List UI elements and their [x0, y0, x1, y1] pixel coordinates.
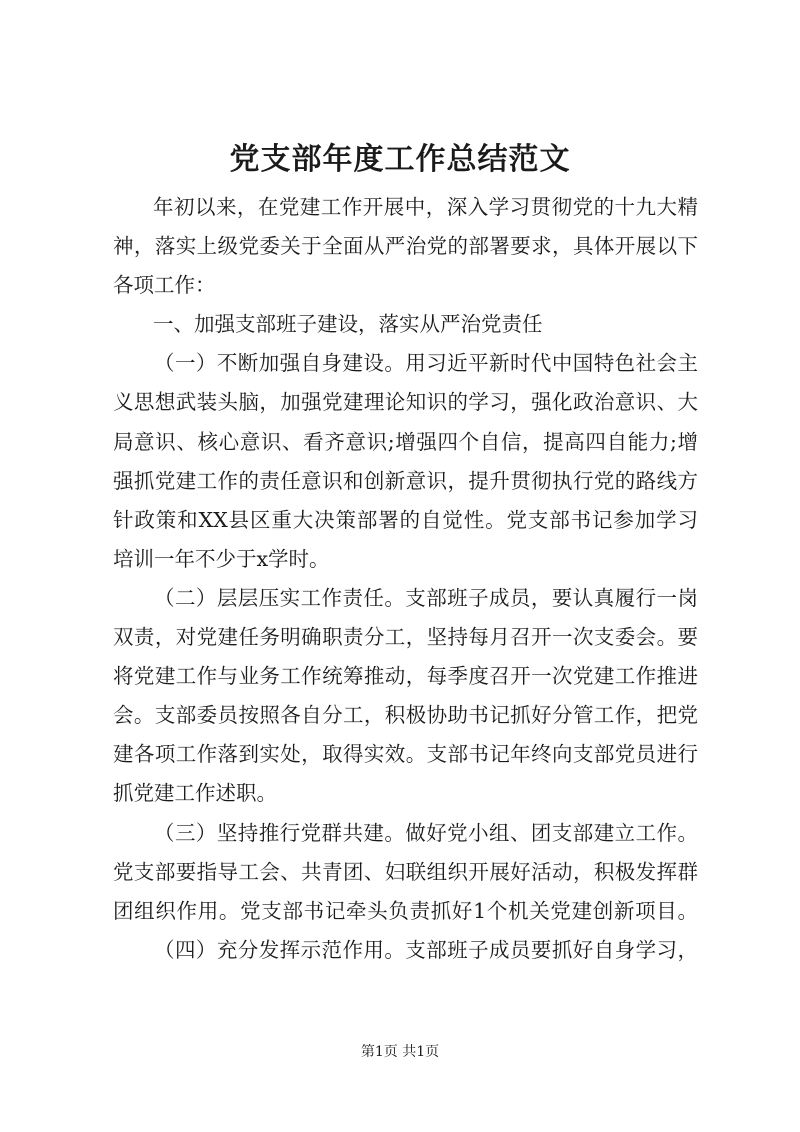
paragraph-line: 义思想武装头脑，加强党建理论知识的学习，强化政治意识、大	[113, 390, 698, 415]
paragraph-line: 会。支部委员按照各自分工，积极协助书记抓好分管工作，把党	[113, 703, 698, 728]
paragraph-line: 年初以来，在党建工作开展中，深入学习贯彻党的十九大精	[153, 195, 698, 219]
paragraph-line: （三）坚持推行党群共建。做好党小组、团支部建立工作。	[154, 820, 698, 845]
paragraph-line: 强抓党建工作的责任意识和创新意识，提升贯彻执行党的路线方	[113, 468, 698, 493]
paragraph-line: 党支部要指导工会、共青团、妇联组织开展好活动，积极发挥群	[113, 859, 698, 884]
paragraph-line: （二）层层压实工作责任。支部班子成员，要认真履行一岗	[154, 585, 698, 610]
paragraph-line: 各项工作：	[113, 273, 216, 298]
paragraph-line: 团组织作用。党支部书记牵头负责抓好1个机关党建创新项目。	[113, 898, 698, 923]
paragraph-line: 神，落实上级党委关于全面从严治党的部署要求，具体开展以下	[113, 234, 698, 259]
paragraph-line: （一）不断加强自身建设。用习近平新时代中国特色社会主	[154, 351, 698, 376]
paragraph-line: 双责，对党建任务明确职责分工，坚持每月召开一次支委会。要	[113, 625, 698, 650]
paragraph-line: 培训一年不少于x学时。	[113, 546, 330, 571]
paragraph-line: 将党建工作与业务工作统筹推动，每季度召开一次党建工作推进	[113, 664, 698, 689]
paragraph-line: 针政策和XX县区重大决策部署的自觉性。党支部书记参加学习	[113, 507, 698, 532]
page-number-footer: 第1页 共1页	[360, 1044, 440, 1060]
paragraph-line: 抓党建工作述职。	[113, 781, 277, 806]
document-body	[113, 188, 698, 970]
paragraph-line: （四）充分发挥示范作用。支部班子成员要抓好自身学习，	[154, 937, 698, 962]
document-title: 党支部年度工作总结范文	[229, 142, 571, 177]
paragraph-line: 建各项工作落到实处，取得实效。支部书记年终向支部党员进行	[113, 742, 698, 767]
section-heading: 一、加强支部班子建设，落实从严治党责任	[153, 312, 543, 337]
paragraph-line: 局意识、核心意识、看齐意识;增强四个自信，提高四自能力;增	[113, 429, 698, 454]
